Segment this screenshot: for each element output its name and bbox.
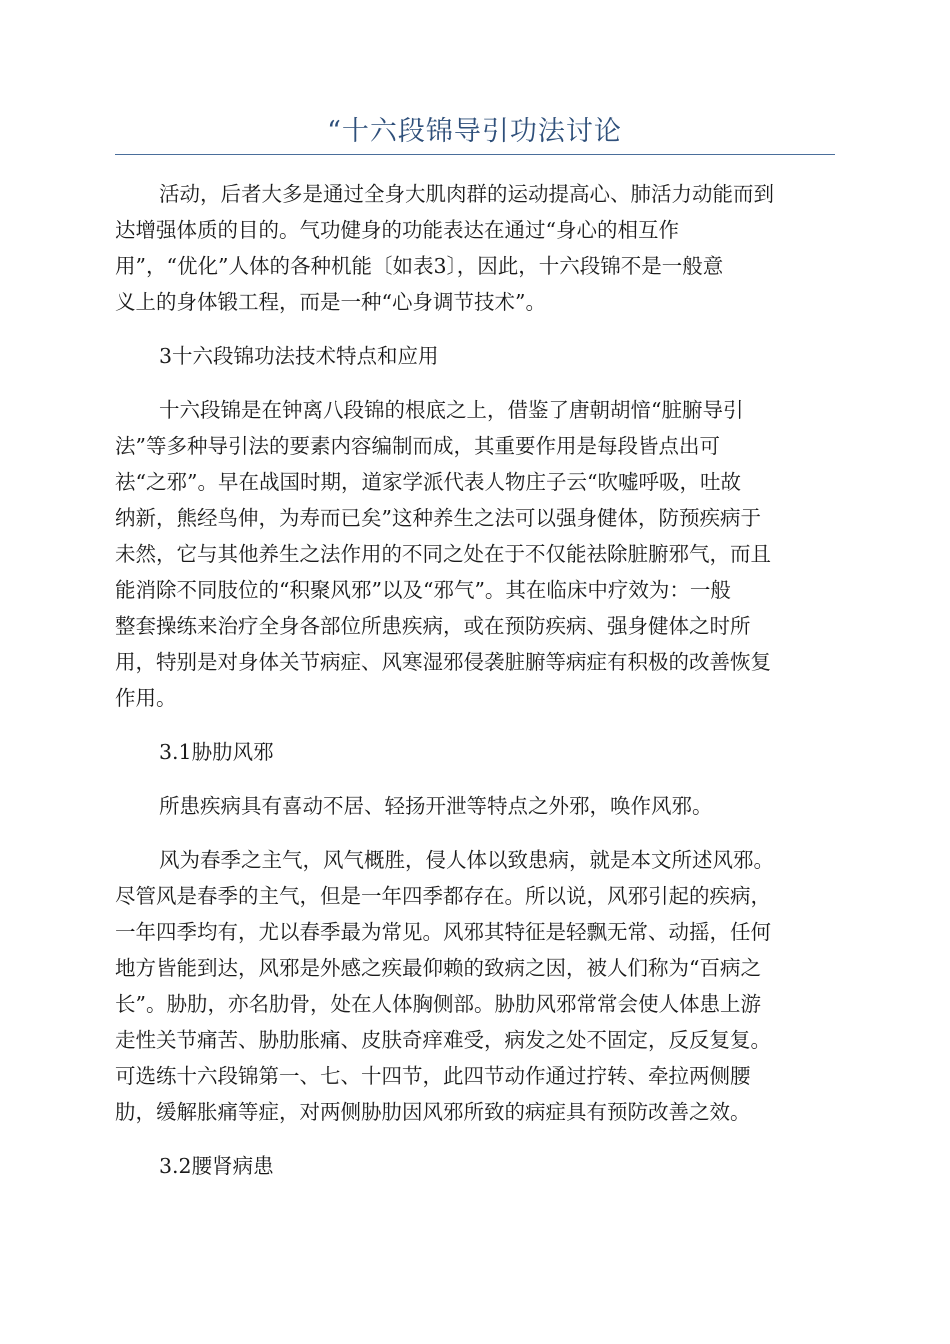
- text-line: 十六段锦是在钟离八段锦的根底之上，借鉴了唐朝胡愔“脏腑导引: [159, 398, 744, 422]
- text-line: 地方皆能到达，风邪是外感之疾最仰赖的致病之因，被人们称为“百病之: [115, 956, 761, 980]
- paragraph-intro: [115, 176, 835, 320]
- text-line: 祛“之邪”。早在战国时期，道家学派代表人物庄子云“吹嘘呼吸，吐故: [115, 470, 741, 494]
- text-line: 作用。: [115, 686, 177, 710]
- text-line: 用，特别是对身体关节病症、风寒湿邪侵袭脏腑等病症有积极的改善恢复: [115, 650, 771, 674]
- text-line: 未然，它与其他养生之法作用的不同之处在于不仅能祛除脏腑邪气，而且: [115, 542, 771, 566]
- paragraph-section3-1-a: [115, 788, 835, 824]
- section-heading-3-1: 3.1胁肋风邪: [159, 740, 274, 764]
- text-line: 法”等多种导引法的要素内容编制而成，其重要作用是每段皆点出可: [115, 434, 720, 458]
- document-body: [115, 176, 835, 1202]
- text-line: 走性关节痛苦、胁肋胀痛、皮肤奇痒难受，病发之处不固定，反反复复。: [115, 1028, 771, 1052]
- page-title: “十六段锦导引功法讨论: [327, 116, 622, 147]
- text-line: 义上的身体锻工程，而是一种“心身调节技术”。: [115, 290, 546, 314]
- text-line: 整套操练来治疗全身各部位所患疾病，或在预防疾病、强身健体之时所: [115, 614, 751, 638]
- section-heading-3: 3十六段锦功法技术特点和应用: [159, 344, 439, 368]
- text-line: 可选练十六段锦第一、七、十四节，此四节动作通过拧转、牵拉两侧腰: [115, 1064, 751, 1088]
- text-line: 用”，“优化”人体的各种机能〔如表3〕，因此，十六段锦不是一般意: [115, 254, 724, 278]
- text-line: 风为春季之主气，风气概胜，侵人体以致患病，就是本文所述风邪。: [159, 848, 774, 872]
- text-line: 一年四季均有，尤以春季最为常见。风邪其特征是轻飘无常、动摇，任何: [115, 920, 771, 944]
- text-line: 长”。胁肋，亦名肋骨，处在人体胸侧部。胁肋风邪常常会使人体患上游: [115, 992, 761, 1016]
- paragraph-section3-1-b: [115, 842, 835, 1130]
- paragraph-section3: [115, 392, 835, 716]
- text-line: 所患疾病具有喜动不居、轻扬开泄等特点之外邪，唤作风邪。: [159, 794, 713, 818]
- text-line: 达增强体质的目的。气功健身的功能表达在通过“身心的相互作: [115, 218, 679, 242]
- text-line: 能消除不同肢位的“积聚风邪”以及“邪气”。其在临床中疗效为：一般: [115, 578, 731, 602]
- section-heading-3-2: 3.2腰肾病患: [159, 1154, 274, 1178]
- text-line: 活动，后者大多是通过全身大肌肉群的运动提高心、肺活力动能而到: [159, 182, 774, 206]
- text-line: 纳新，熊经鸟伸，为寿而已矣”这种养生之法可以强身健体，防预疾病于: [115, 506, 761, 530]
- text-line: 肋，缓解胀痛等症，对两侧胁肋因风邪所致的病症具有预防改善之效。: [115, 1100, 751, 1124]
- title-divider: [115, 154, 835, 155]
- text-line: 尽管风是春季的主气，但是一年四季都存在。所以说，风邪引起的疾病，: [115, 884, 771, 908]
